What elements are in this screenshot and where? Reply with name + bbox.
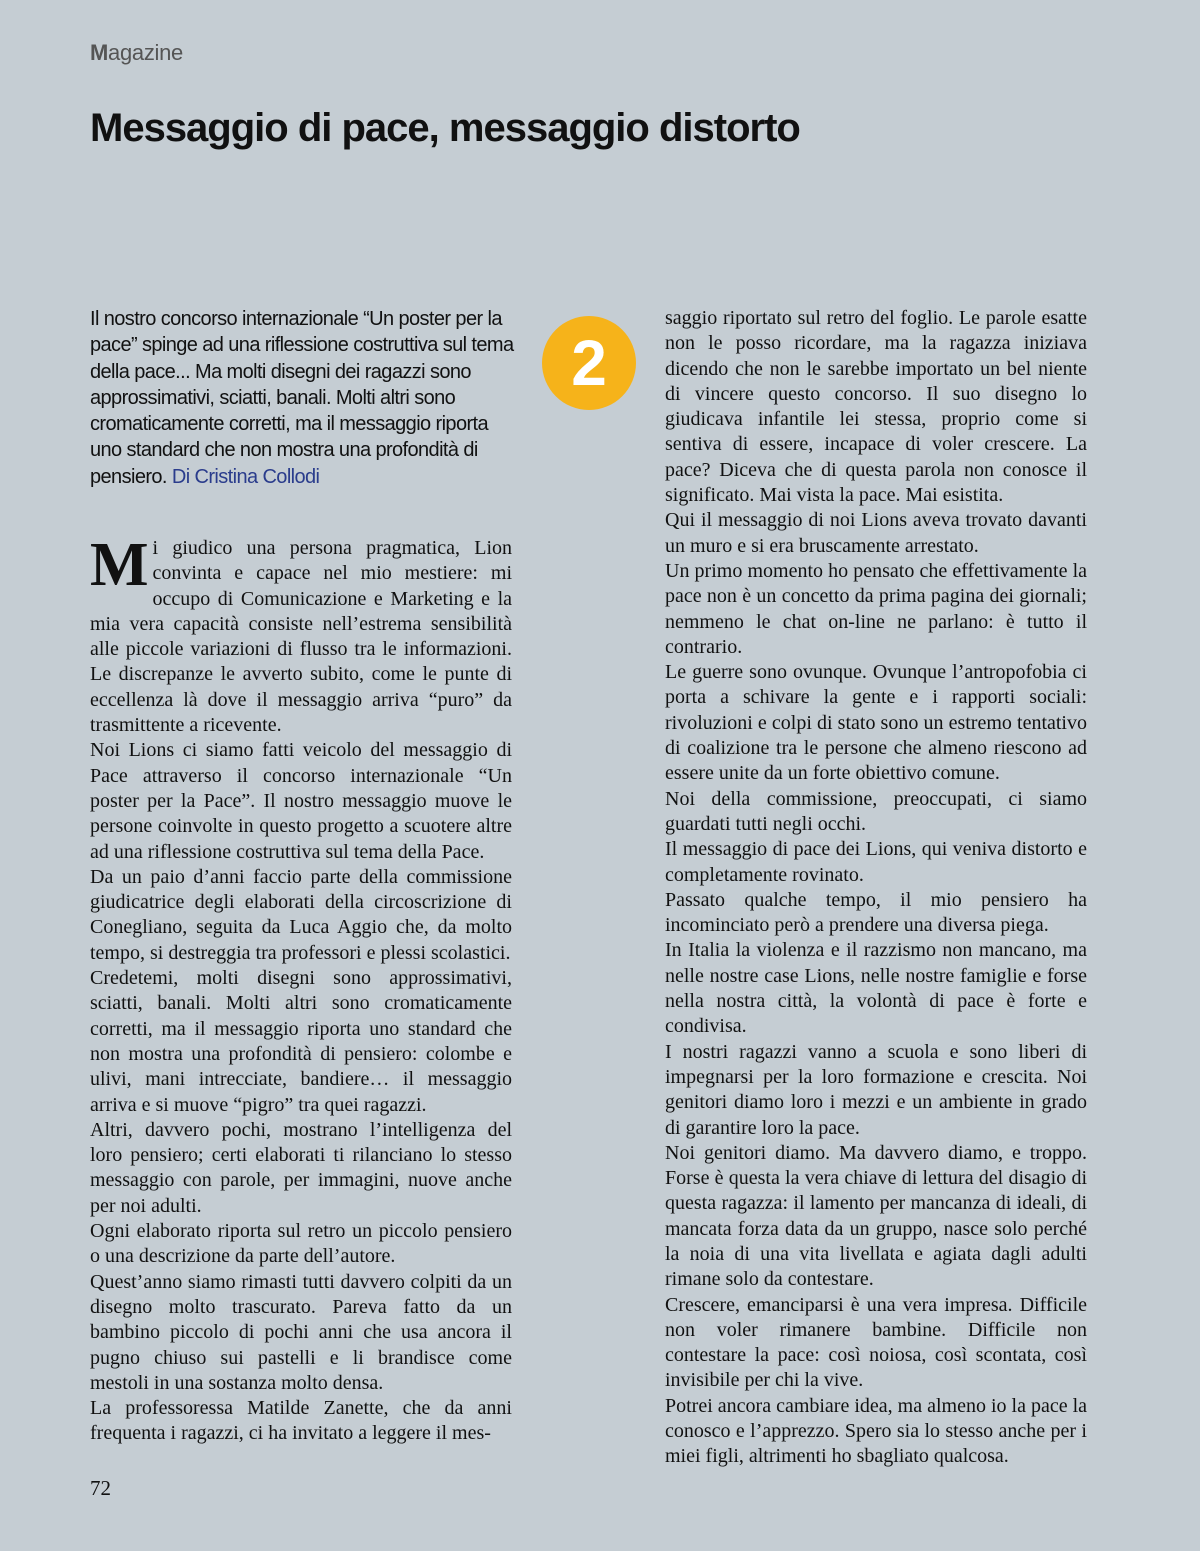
article-title: Messaggio di pace, messaggio distorto [90,106,800,150]
article-number-badge: 2 [542,316,636,410]
lead-text: Il nostro concorso internazionale “Un poster per la pace” spinge ad una riflessione costruttiva sul tema della pace... Ma molti disegni dei ragazzi sono approssimativi, sciatti, banali. Molti altri sono cromaticamente corretti, ma il messaggio riporta uno standard che non mostra una profondità di pensiero. [90,308,514,488]
article-paragraph: Noi genitori diamo. Ma davvero diamo, e troppo. Forse è questa la vera chiave di lettura del disagio di questa ragazza: il lamento per mancanza di ideali, di mancata forza data da un gruppo, nasce solo perché la noia di una vita livellata e agiata dagli adulti rimane solo da contestare. [665,1141,1087,1291]
article-paragraph: saggio riportato sul retro del foglio. Le parole esatte non le posso ricordare, ma la ragazza iniziava dicendo che non le sarebbe importato un bel niente di vincere questo concorso. Il suo disegno lo giudicava infantile lei stessa, proprio come si sentiva di essere, incapace di voler crescere. La pace? Diceva che di questa parola non conosce il significato. Mai vista la pace. Mai esistita. [665,307,1087,507]
drop-cap: M [90,531,149,599]
article-paragraph [90,531,512,738]
page-number: 72 [90,1476,111,1500]
article-column-right [665,306,1088,1468]
article-paragraph: Da un paio d’anni faccio parte della commissione giudicatrice degli elaborati della circoscrizione di Conegliano, seguita da Luca Aggio che, da molto tempo, si destreggia tra professori e plessi scolastici. [90,865,512,964]
article-paragraph: Altri, davvero pochi, mostrano l’intelligenza del loro pensiero; certi elaborati ti rilanciano lo stesso messaggio con parole, per immagini, nuove anche per noi adulti. [90,1118,512,1217]
article-paragraph: Ogni elaborato riporta sul retro un piccolo pensiero o una descrizione da parte dell’autore. [90,1220,512,1268]
article-paragraph: In Italia la violenza e il razzismo non mancano, ma nelle nostre case Lions, nelle nostre famiglie e forse nella nostra città, la volontà di pace è forte e condivisa. [665,939,1087,1038]
section-label-rest: agazine [108,40,183,65]
article-paragraph: Un primo momento ho pensato che effettivamente la pace non è un concetto da prima pagina dei giornali; nemmeno le chat on-line ne parlano: è tutto il contrario. [665,559,1087,658]
article-column-left [90,531,512,1456]
article-paragraph: Le guerre sono ovunque. Ovunque l’antropofobia ci porta a schivare la gente e i rapporti sociali: rivoluzioni e colpi di stato sono un estremo tentativo di coalizione tra le persone che almeno riescono ad essere unite da un forte obiettivo comune. [665,661,1087,785]
article-paragraph: Noi della commissione, preoccupati, ci siamo guardati tutti negli occhi. [665,787,1087,835]
article-paragraph: Noi Lions ci siamo fatti veicolo del messaggio di Pace attraverso il concorso internazionale “Un poster per la Pace”. Il nostro messaggio muove le persone coinvolte in questo progetto a scuotere altre ad una riflessione costruttiva sul tema della Pace. [90,739,512,863]
article-paragraph: Credetemi, molti disegni sono approssimativi, sciatti, banali. Molti altri sono cromaticamente corretti, ma il messaggio riporta uno standard che non mostra una profondità di pensiero: colombe e ulivi, mani intrecciate, bandiere… il messaggio arriva e si muove “pigro” tra quei ragazzi. [90,967,512,1116]
article-paragraph: La professoressa Matilde Zanette, che da anni frequenta i ragazzi, ci ha invitato a leggere il mes- [90,1397,512,1445]
article-paragraph: Passato qualche tempo, il mio pensiero ha incominciato però a prendere una diversa piega. [665,888,1087,937]
article-paragraph: Qui il messaggio di noi Lions aveva trovato davanti un muro e si era bruscamente arrestato. [665,509,1087,557]
article-paragraph: I nostri ragazzi vanno a scuola e sono liberi di impegnarsi per la loro formazione e crescita. Noi genitori diamo loro i mezzi e un ambiente in grado di garantire loro la pace. [665,1040,1087,1139]
section-label-initial: M [90,40,109,65]
article-lead [90,306,514,490]
article-paragraph: Crescere, emanciparsi è una vera impresa. Difficile non voler rimanere bambine. Difficile non contestare la pace: così noiosa, così scontata, così invisibile per chi la vive. [665,1293,1087,1392]
article-paragraph: Quest’anno siamo rimasti tutti davvero colpiti da un disegno molto trascurato. Pareva fatto da un bambino piccolo di pochi anni che usa ancora il pugno chiuso sui pastelli e li brandisce come mestoli in una sostanza molto densa. [90,1270,512,1394]
section-label [90,40,183,66]
first-paragraph-text: i giudico una persona pragmatica, Lion convinta e capace nel mio mestiere: mi occupo di Comunicazione e Marketing e la mia vera capacità consiste nell’estrema sensibilità alle piccole variazioni di flusso tra le informazioni. Le discrepanze le avverto subito, come le punte di eccellenza là dove il messaggio arriva “puro” da trasmittente a ricevente. [90,537,512,737]
author-byline: Di Cristina Collodi [171,465,320,488]
article-paragraph: Potrei ancora cambiare idea, ma almeno io la pace la conosco e l’apprezzo. Spero sia lo stesso anche per i miei figli, altrimenti ho sbagliato qualcosa. [665,1394,1088,1468]
article-paragraph: Il messaggio di pace dei Lions, qui veniva distorto e completamente rovinato. [665,838,1087,886]
